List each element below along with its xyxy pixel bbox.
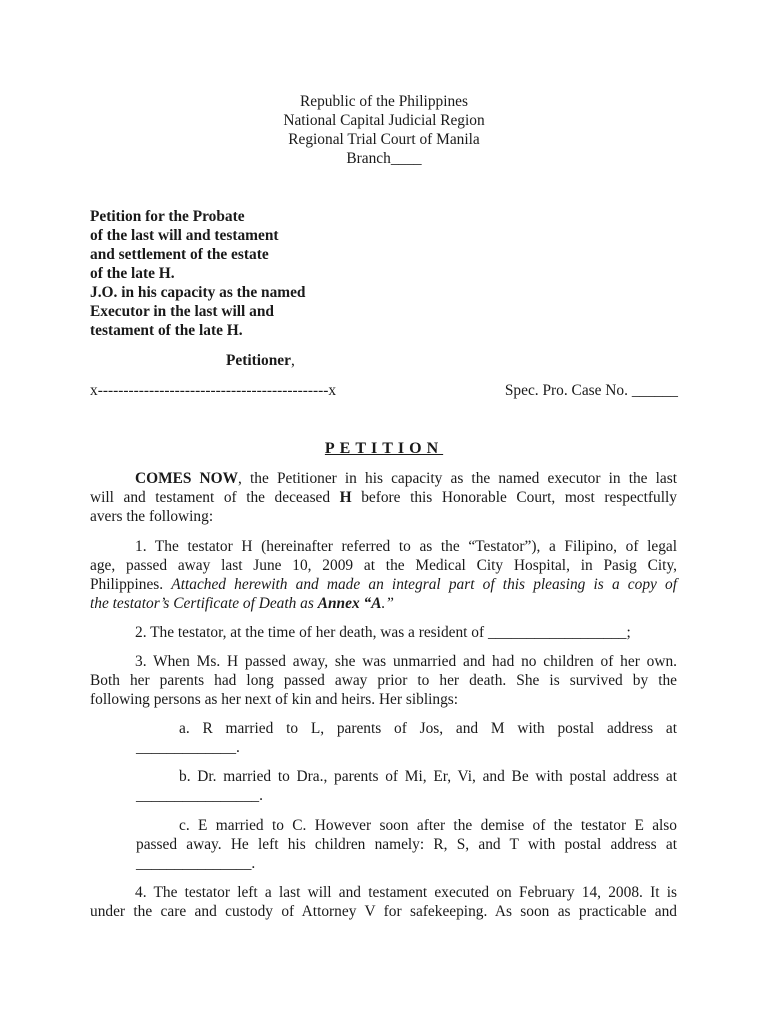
caption-line: testament of the late H. [90,322,243,339]
header-region: National Capital Judicial Region [283,112,485,129]
sub-a-line-1: a. R married to L, parents of Jos, and M with postal address at [179,720,677,737]
header-court: Regional Trial Court of Manila [288,131,480,148]
sub-c-line-1: c. E married to C. However soon after the demise of the testator E also [179,817,677,834]
court-header [0,92,768,168]
p1-line3-plain: Philippines. [90,576,164,593]
p1-line-3 [90,575,677,594]
paragraph-1 [90,537,677,613]
sub-b-line-1: b. Dr. married to Dra., parents of Mi, Er, Vi, and Be with postal address at [179,768,677,785]
header-branch: Branch____ [346,150,422,167]
sibling-c [136,816,677,873]
sub-a-line-2: _____________. [136,739,240,756]
p3-line-1: 3. When Ms. H passed away, she was unmarried and had no children of her own. [135,653,677,670]
sub-c-line-2: passed away. He left his children namely: R, S, and T with postal address at [136,836,677,853]
caption-line: of the late H. [90,265,175,282]
caption-line: Petition for the Probate [90,208,245,225]
sub-b-line-2: ________________. [136,787,263,804]
p1-line3-italic: Attached herewith and made an integral part of this pleasing is a copy of [171,576,677,593]
caption-line: and settlement of the estate [90,246,269,263]
p1-line-1: 1. The testator H (hereinafter referred to as the “Testator”), a Filipino, of legal [135,538,677,555]
p1-line-4 [90,594,677,613]
intro-line-1 [90,469,677,488]
caption-divider: x---------------------------------------------x [90,382,337,399]
case-number: Spec. Pro. Case No. ______ [504,382,678,399]
sibling-b [136,767,677,805]
paragraph-2 [90,623,677,642]
intro-line-3: avers the following: [90,508,214,525]
sibling-a [136,719,677,757]
intro-line1-rest: , the Petitioner in his capacity as the named executor in the last [238,470,678,487]
intro-line2-a: will and testament of the deceased [90,489,331,506]
p1-line4-italic: the testator’s Certificate of Death as [90,595,314,612]
intro-lead: COMES NOW [135,470,239,487]
header-republic: Republic of the Philippines [300,93,468,110]
p3-line-2: Both her parents had long passed away prior to her death. She is survived by the [90,672,677,689]
p2-line-1: 2. The testator, at the time of her death, was a resident of __________________; [135,624,631,641]
petitioner-label [226,351,295,370]
paragraph-4 [90,883,677,921]
p4-line-1: 4. The testator left a last will and testament executed on February 14, 2008. It is [135,884,677,901]
p1-line-2: age, passed away last June 10, 2009 at the Medical City Hospital, in Pasig City, [90,557,677,574]
petitioner-comma: , [290,352,295,369]
caption-line: Executor in the last will and [90,303,274,320]
caption-line: J.O. in his capacity as the named [90,284,306,301]
p4-line-2: under the care and custody of Attorney V for safekeeping. As soon as practicable and [90,903,677,920]
intro-line-2 [90,488,677,507]
p3-line-3: following persons as her next of kin and heirs. Her siblings: [90,691,459,708]
document-title: PETITION [324,440,444,457]
intro-line2-b: before this Honorable Court, most respectfully [361,489,677,506]
sub-c-line-3: _______________. [136,855,256,872]
p1-annex: Annex “A [317,595,382,612]
petitioner-text: Petitioner [226,352,291,369]
intro-paragraph [90,469,677,526]
intro-line2-bold: H [339,489,352,506]
p1-line4-end: .” [381,595,394,612]
caption-line: of the last will and testament [90,227,279,244]
case-caption [90,207,390,340]
paragraph-3 [90,652,677,709]
